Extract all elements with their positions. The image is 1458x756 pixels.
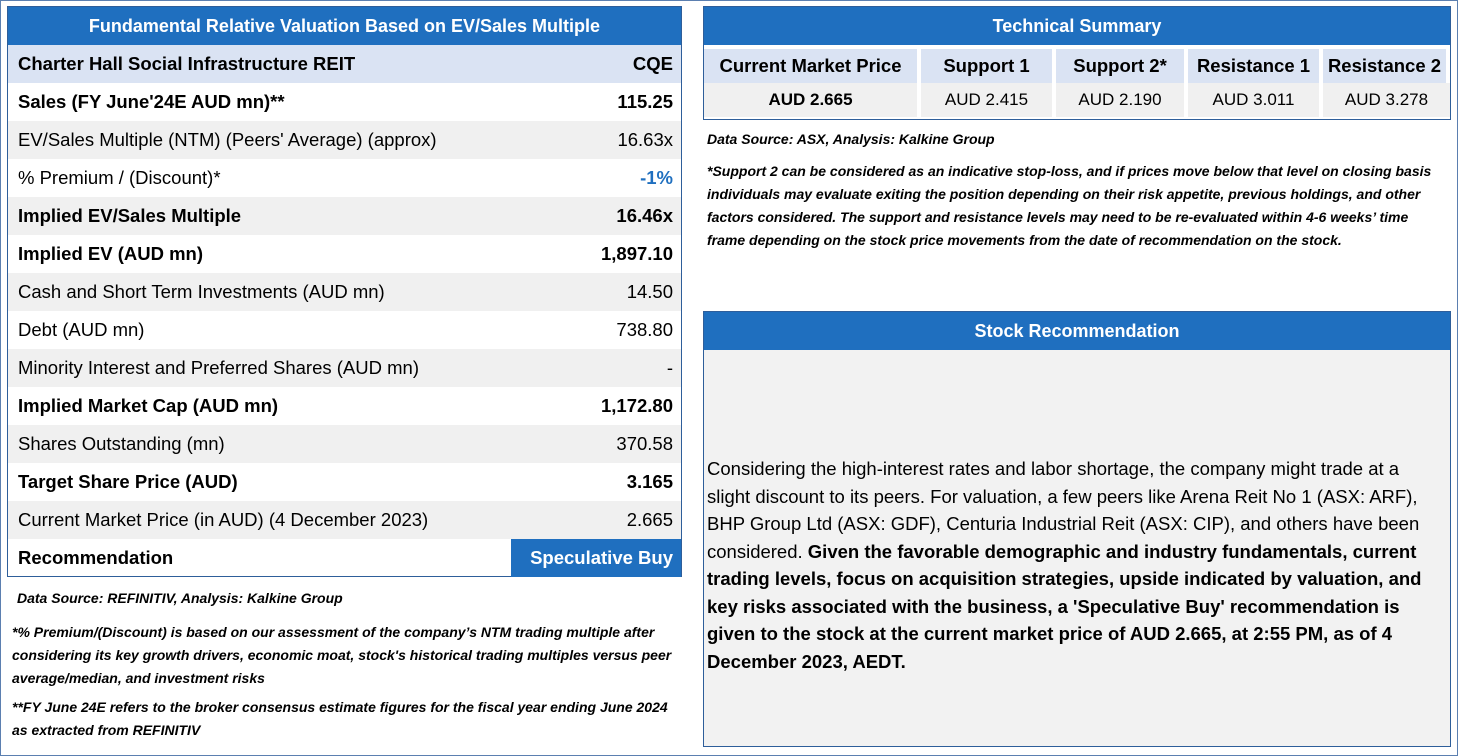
row-label: Sales (FY June'24E AUD mn)**	[18, 91, 285, 112]
recommendation-text	[707, 455, 1447, 675]
recommendation-title: Stock Recommendation	[704, 312, 1450, 350]
table-row	[8, 235, 681, 273]
row-label: Target Share Price (AUD)	[18, 471, 238, 492]
header-resistance-2: Resistance 2	[1323, 45, 1450, 83]
value-support-1: AUD 2.415	[921, 83, 1056, 117]
table-row	[8, 349, 681, 387]
value-resistance-2: AUD 3.278	[1323, 83, 1450, 117]
table-row	[8, 463, 681, 501]
row-label: % Premium / (Discount)*	[18, 167, 221, 188]
row-value: 738.80	[616, 319, 673, 340]
header-resistance-1: Resistance 1	[1188, 45, 1323, 83]
header-support-1: Support 1	[921, 45, 1056, 83]
value-support-2: AUD 2.190	[1056, 83, 1188, 117]
technical-summary	[703, 6, 1451, 120]
technical-title: Technical Summary	[704, 7, 1450, 45]
footnote-premium: *% Premium/(Discount) is based on our assessment of the company’s NTM trading multiple after considering its key growth drivers, economic moat, stock's historical trading multiples versus peer average/median, and investment risks	[12, 624, 672, 686]
header-support-2: Support 2*	[1056, 45, 1188, 83]
row-label: Cash and Short Term Investments (AUD mn)	[18, 281, 385, 302]
row-value: 115.25	[617, 91, 673, 112]
row-label: Minority Interest and Preferred Shares (AUD mn)	[18, 357, 419, 378]
table-row	[8, 121, 681, 159]
table-row	[8, 387, 681, 425]
table-row	[8, 501, 681, 539]
table-row	[8, 159, 681, 197]
support-note: *Support 2 can be considered as an indicative stop-loss, and if prices move below that level on closing basis individuals may evaluate exiting the position depending on their risk appetite, previous holdings, and other factors considered. The support and resistance levels may need to be re-evaluated within 4-6 weeks’ time frame depending on the stock price movements from the date of recommendation on the stock.	[707, 163, 1432, 248]
row-label: Implied EV (AUD mn)	[18, 243, 204, 264]
table-row	[8, 273, 681, 311]
valuation-source: Data Source: REFINITIV, Analysis: Kalkine Group	[17, 590, 343, 606]
row-label: EV/Sales Multiple (NTM) (Peers' Average) (approx)	[18, 129, 437, 150]
technical-grid	[704, 45, 1450, 117]
table-row	[8, 83, 681, 121]
row-label: Debt (AUD mn)	[18, 319, 145, 340]
row-value: 2.665	[626, 509, 673, 530]
valuation-header-row	[8, 45, 681, 83]
row-value: 1,172.80	[600, 395, 673, 416]
table-row	[8, 311, 681, 349]
company-name: Charter Hall Social Infrastructure REIT	[18, 53, 356, 74]
technical-source: Data Source: ASX, Analysis: Kalkine Group	[707, 131, 995, 147]
stock-recommendation	[703, 311, 1451, 747]
row-label: Recommendation	[18, 547, 174, 568]
row-value: -	[666, 357, 673, 378]
row-value: 3.165	[626, 471, 673, 492]
header-current-price: Current Market Price	[704, 45, 921, 83]
valuation-table	[7, 6, 682, 577]
row-value: 370.58	[616, 433, 673, 454]
row-label: Implied EV/Sales Multiple	[18, 205, 242, 226]
row-label: Implied Market Cap (AUD mn)	[18, 395, 279, 416]
recommendation-text-bold: Given the favorable demographic and industry fundamentals, current trading levels, focus on acquisition strategies, upside indicated by valuation, and key risks associated with the business, a 'Speculative Buy' recommendation is given to the stock at the current market price of AUD 2.665, at 2:55 PM, as of 4 December 2023, AEDT.	[707, 540, 1422, 672]
row-value: -1%	[640, 167, 673, 188]
row-value: 16.63x	[617, 129, 673, 150]
row-value: 1,897.10	[600, 243, 673, 264]
recommendation-badge: Speculative Buy	[511, 539, 681, 577]
table-row	[8, 425, 681, 463]
row-label: Shares Outstanding (mn)	[18, 433, 225, 454]
value-current-price: AUD 2.665	[704, 83, 921, 117]
valuation-title: Fundamental Relative Valuation Based on EV/Sales Multiple	[8, 7, 681, 45]
row-label: Current Market Price (in AUD) (4 December 2023)	[18, 509, 429, 530]
row-value: 14.50	[626, 281, 673, 302]
footnote-fy: **FY June 24E refers to the broker consensus estimate figures for the fiscal year ending June 2024 as extracted from REFINITIV	[12, 699, 668, 738]
recommendation-text-normal: Considering the high-interest rates and labor shortage, the company might trade at a slight discount to its peers. For valuation, a few peers like Arena Reit No 1 (ASX: ARF), BHP Group Ltd (ASX: GDF), Centuria Industrial Reit (ASX: CIP), and others have been considered.	[707, 458, 1420, 562]
row-value: 16.46x	[616, 205, 673, 226]
ticker: CQE	[632, 53, 673, 74]
table-row	[8, 197, 681, 235]
value-resistance-1: AUD 3.011	[1188, 83, 1323, 117]
recommendation-row	[8, 539, 681, 577]
